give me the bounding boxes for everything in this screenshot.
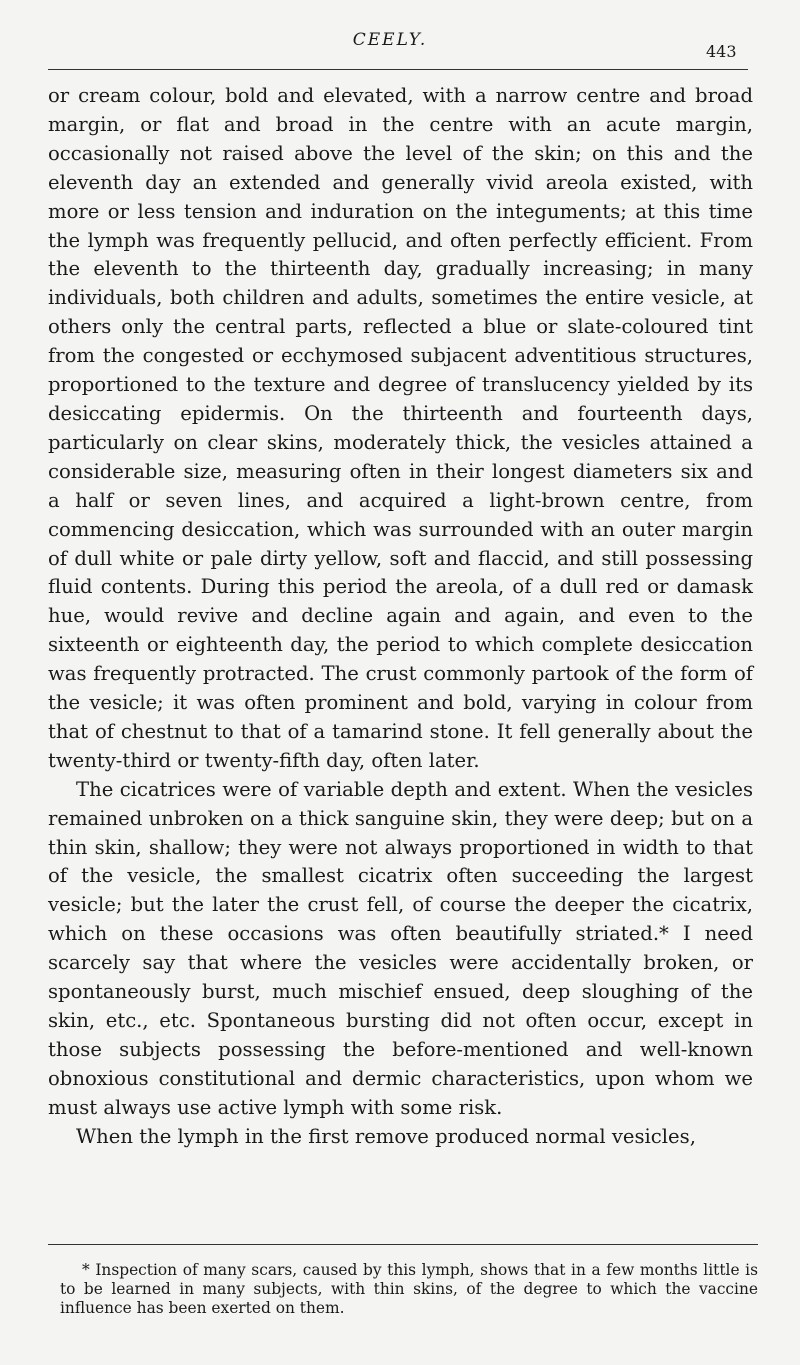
page-number: 443 bbox=[706, 42, 737, 61]
body-text bbox=[48, 82, 753, 1152]
footnote bbox=[60, 1261, 758, 1318]
footnote-text: * Inspection of many scars, caused by this lymph, shows that in a few months little is to be learned in many subjects, with thin skins, of the degree to which the vaccine influence has been exerted on them. bbox=[60, 1261, 758, 1317]
footnote-rule bbox=[48, 1244, 758, 1245]
running-title: CEELY. bbox=[352, 30, 428, 50]
paragraph-lymph-first-remove: When the lymph in the first remove produced normal vesicles, bbox=[76, 1124, 696, 1148]
paragraph-cicatrices: The cicatrices were of variable depth and extent. When the vesicles remained unbroken on a thick sanguine skin, they were deep; but on a thin skin, shallow; they were not always proportioned in width to that of the vesicle, the smallest cicatrix often succeeding the largest vesicle; but the later the crust fell, of course the deeper the cicatrix, which on these occasions was often beautifully striated.* I need scarcely say that where the vesicles were accidentally broken, or spontaneously burst, much mischief ensued, deep sloughing of the skin, etc., etc. Spontaneous bursting did not often occur, except in those subjects possessing the before-mentioned and well-known obnoxious constitutional and dermic characteristics, upon whom we must always use active lymph with some risk. bbox=[48, 777, 753, 1119]
paragraph-continued: or cream colour, bold and elevated, with a narrow centre and broad margin, or flat and broad in the centre with an acute margin, occasionally not raised above the level of the skin; on this and the eleventh day an extended and generally vivid areola existed, with more or less tension and induration on the integuments; at this time the lymph was frequently pellucid, and often perfectly efficient. From the eleventh to the thirteenth day, gradually increasing; in many individuals, both children and adults, sometimes the entire vesicle, at others only the central parts, reflected a blue or slate-coloured tint from the congested or ecchymosed subjacent adventitious structures, proportioned to the texture and degree of translucency yielded by its desiccating epidermis. On the thirteenth and fourteenth days, particularly on clear skins, moderately thick, the vesicles attained a considerable size, measuring often in their longest diameters six and a half or seven lines, and acquired a light-brown centre, from commencing desiccation, which was surrounded with an outer margin of dull white or pale dirty yellow, soft and flaccid, and still possessing fluid contents. During this period the areola, of a dull red or damask hue, would revive and decline again and again, and even to the sixteenth or eighteenth day, the period to which complete desiccation was frequently protracted. The crust commonly partook of the form of the vesicle; it was often prominent and bold, varying in colour from that of chestnut to that of a tamarind stone. It fell generally about the twenty-third or twenty-fifth day, often later. bbox=[48, 84, 753, 772]
running-head bbox=[0, 30, 800, 61]
header-rule bbox=[48, 69, 748, 70]
